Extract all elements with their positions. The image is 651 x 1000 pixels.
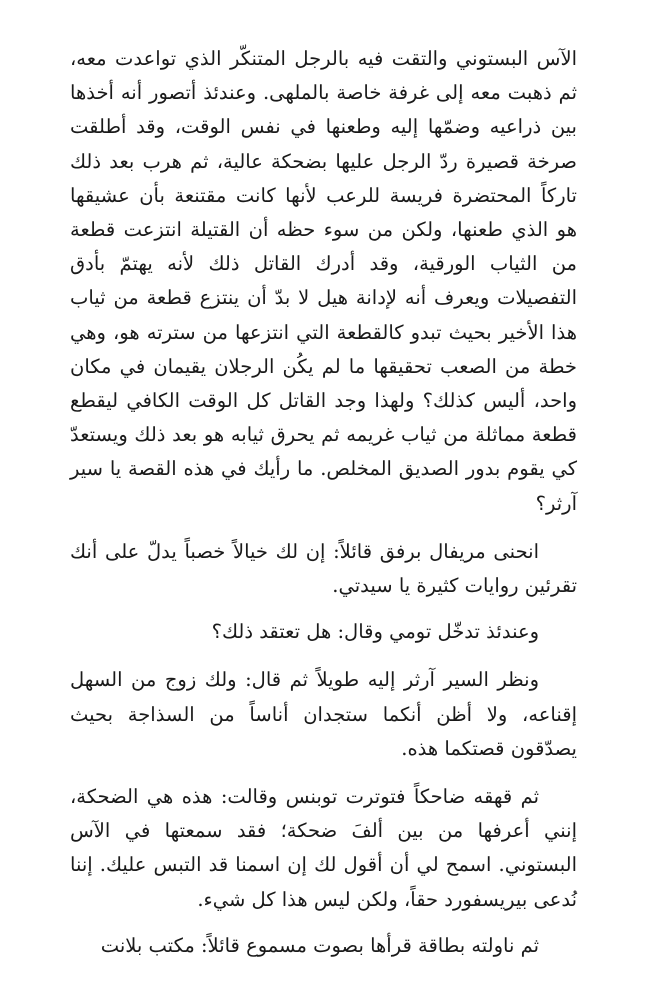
page-text [70,42,577,963]
paragraph-sir-arthur: ونظر السير آرثر إليه طويلاً ثم قال: ولك زوج من السهل إقناعه، ولا أظن أنكما ستجدان أناساً من السذاجة بحيث يصدّقون قصتكما هذه. [70,668,577,760]
paragraph-card: ثم ناولته بطاقة قرأها بصوت مسموع قائلاً: مكتب بلانت [100,933,539,957]
paragraph-merivale-reply: انحنى مريفال برفق قائلاً: إن لك خيالاً خصباً يدلّ على أنك تقرئين روايات كثيرة يا سيدتي. [70,539,577,598]
paragraph-tommy-interjects: وعندئذ تدخّل تومي وقال: هل تعتقد ذلك؟ [211,620,539,644]
paragraph-theory: الآس البستوني والتقت فيه بالرجل المتنكّر الذي تواعدت معه، ثم ذهبت معه إلى غرفة خاصة بالملهى. وعندئذ أتصور أنه أخذها بين ذراعيه وضمّها إليه وطعنها في نفس الوقت، وقد أطلقت صرخة قصيرة ردّ الرجل عليها بضحكة عالية، ثم هرب بعد ذلك تاركاً المحتضرة فريسة للرعب لأنها كانت مقتنعة بأن عشيقها هو الذي طعنها، ولكن من سوء حظه أن القتيلة انتزعت قطعة من الثياب الورقية، وقد أدرك القاتل ذلك لأنه يهتمّ بأدق التفصيلات ويعرف أنه لإدانة هيل لا بدّ أن ينتزع قطعة من ثياب هذا الأخير بحيث تبدو كالقطعة التي انتزعها من سترته هو، وهي خطة من الصعب تحقيقها ما لم يكُن الرجلان يقيمان في مكان واحد، أليس كذلك؟ ولهذا وجد القاتل كل الوقت الكافي ليقطع قطعة مماثلة من ثياب غريمه ثم يحرق ثيابه هو بعد ذلك ويستعدّ كي يقوم بدور الصديق المخلص. ما رأيك في هذه القصة يا سير آرثر؟ [70,47,577,515]
paragraph-tuppence-laugh: ثم قهقه ضاحكاً فتوترت توبنس وقالت: هذه هي الضحكة، إنني أعرفها من بين ألفَ ضحكة؛ فقد سمعتها في الآس البستوني. اسمح لي أن أقول لك إن اسمنا قد التبس عليك. إننا نُدعى بيريسفورد حقاً، ولكن ليس هذا كل شيء. [70,785,577,911]
